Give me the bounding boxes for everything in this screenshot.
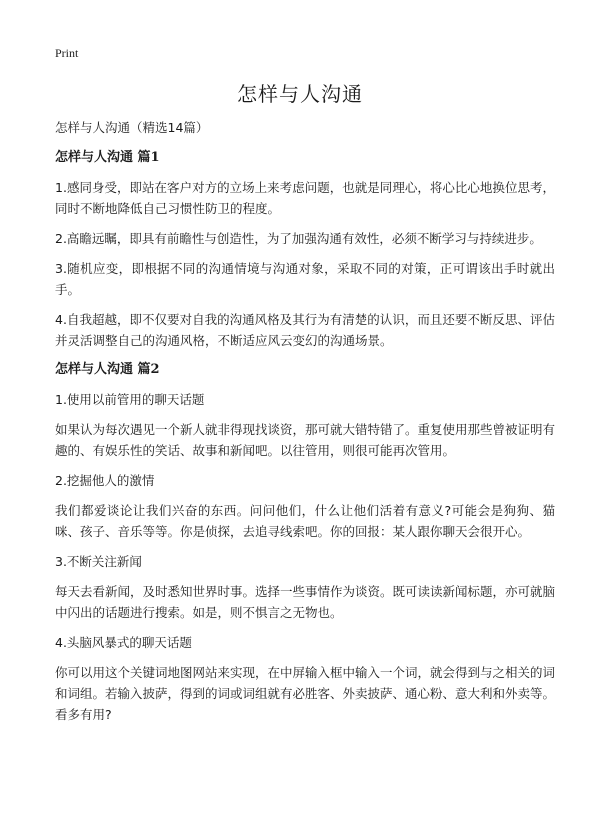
document-subtitle: 怎样与人沟通（精选14篇） — [55, 120, 209, 135]
paragraph: 如果认为每次遇见一个新人就非得现找谈资，那可就大错特错了。重复使用那些曾被证明有趣的、有娱乐性的笑话、故事和新闻吧。以往管用，则很可能再次管用。 — [55, 422, 556, 458]
section-heading: 怎样与人沟通 篇1 — [55, 150, 160, 165]
paragraph: 4.自我超越，即不仅要对自我的沟通风格及其行为有清楚的认识，而且还要不断反思、评估并灵活调整自己的沟通风格，不断适应风云变幻的沟通场景。 — [55, 312, 555, 348]
document-body — [55, 118, 555, 734]
paragraph: 每天去看新闻，及时悉知世界时事。选择一些事情作为谈资。既可读读新闻标题，亦可就脑中闪出的话题进行搜索。如是，则不惧言之无物也。 — [55, 584, 556, 620]
paragraph: 4.头脑风暴式的聊天话题 — [55, 635, 192, 650]
paragraph: 1.使用以前管用的聊天话题 — [55, 392, 205, 407]
paragraph: 1.感同身受，即站在客户对方的立场上来考虑问题，也就是同理心，将心比心地换位思考，同时不断地降低自己习惯性防卫的程度。 — [55, 180, 555, 216]
section-2 — [55, 360, 555, 725]
page-title: 怎样与人沟通 — [237, 82, 363, 106]
paragraph: 你可以用这个关键词地图网站来实现，在中屏输入框中输入一个词，就会得到与之相关的词和词组。若输入披萨，得到的词或词组就有必胜客、外卖披萨、通心粉、意大利和外卖等。看多有用? — [55, 665, 556, 722]
paragraph: 我们都爱谈论让我们兴奋的东西。问问他们，什么让他们活着有意义?可能会是狗狗、猫咪、孩子、音乐等等。你是侦探，去追寻线索吧。你的回报：某人跟你聊天会很开心。 — [55, 503, 555, 539]
paragraph: 2.高瞻远瞩，即具有前瞻性与创造性，为了加强沟通有效性，必须不断学习与持续进步。 — [55, 231, 542, 246]
section-1 — [55, 148, 555, 351]
paragraph: 2.挖掘他人的激情 — [55, 473, 155, 488]
paragraph: 3.不断关注新闻 — [55, 554, 142, 569]
print-link[interactable]: Print — [55, 46, 79, 60]
section-heading: 怎样与人沟通 篇2 — [55, 362, 160, 377]
paragraph: 3.随机应变，即根据不同的沟通情境与沟通对象，采取不同的对策，正可谓该出手时就出手。 — [55, 261, 555, 297]
